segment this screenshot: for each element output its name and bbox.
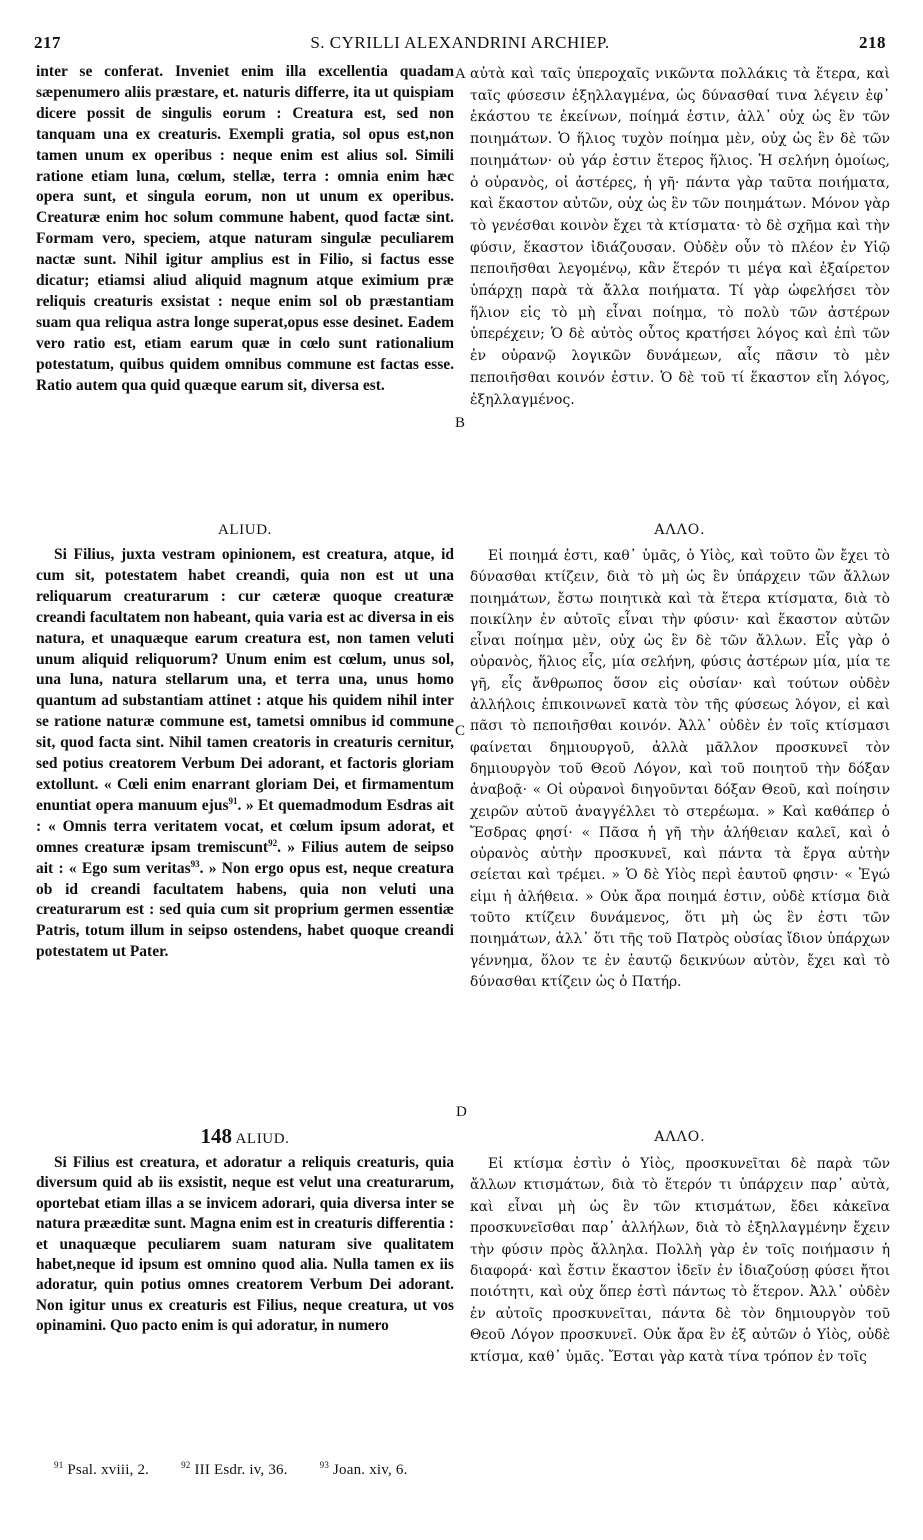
page-number-left: 217 xyxy=(34,33,61,52)
footnote-92: $^{92}$ III Esdr. iv, 36. xyxy=(181,1460,288,1478)
page-number-right: 218 xyxy=(859,33,886,52)
latin-paragraph-2 xyxy=(36,545,454,963)
footnote-ref-93: 93 xyxy=(190,858,200,869)
running-title: S. CYRILLI ALEXANDRINI ARCHIEP. xyxy=(310,33,610,52)
greek-section-2 xyxy=(470,546,890,993)
latin-heading-aliud-148 xyxy=(36,1124,454,1149)
latin-text-2c: . » Filius autem de seipso ait : « Ego sum veritas xyxy=(36,838,455,877)
greek-section-3 xyxy=(470,1154,890,1368)
latin-text-2d: . » Non ergo opus est, neque creatura ob id creandi facultatem habens, quia non veluti una creaturarum est : sed quia cum sit proprium germen essentiæ Patris, totum illum in seipso ostendens, habet quoque creandi potestatem ut Pater. xyxy=(36,859,455,961)
margin-marker-a: A xyxy=(455,66,466,82)
greek-section-1 xyxy=(470,64,890,411)
latin-paragraph-1: inter se conferat. Inveniet enim illa excellentia quadam sæpenumero aliis præstare, et. naturis differre, ita ut quispiam dicere possit de singulis eorum : Creatura est, sed non tanquam una ex creaturis. Exempli gratia, sol opus est,non tamen unum ex operibus : neque enim est alius sol. Simili ratione etiam luna, cœlum, stellæ, terra : omnia enim hæc opera sunt, et singula eorum, non ut unum ex operibus. Creaturæ enim hoc solum commune habent, quod factæ sint. Formam vero, speciem, atque naturam singulæ peculiarem nactæ sunt. Nihil igitur amplius est in Filio, si factus esse dicatur; etiamsi aliud aliquid magnum atque eximium præ reliquis creaturis exsistat : neque enim sol ob præstantiam suam qua reliqua astra longe superat,opus esse desinet. Eadem vero ratio est, etiam earum quæ in cœlo sunt rationalium potestatum, quibus quidem omnibus commune est factas esse. Ratio autem qua quid quæque earum sit, diversa est. xyxy=(36,63,454,394)
running-header xyxy=(34,33,886,57)
footnote-93: $^{93}$ Joan. xiv, 6. xyxy=(319,1460,408,1478)
footnotes xyxy=(54,1462,436,1479)
greek-paragraph-3: Εἰ κτίσμα ἐστὶν ὁ Υἱὸς, προσκυνεῖται δὲ παρὰ τῶν ἄλλων κτισμάτων, διὰ τὸ ἕτερόν τι ὑπάρχειν παρ᾽ αὐτὰ, καὶ εἶναι μὴ ὡς ἓν τῶν κτισμάτων, ἔδει κἀκεῖνα προσκυνεῖσθαι παρ᾽ ἀλλήλων, διὰ τὸ ἐξηλλαγμένην ἔχειν τὴν φύσιν πρὸς ἄλληλα. Πολλὴ γὰρ ἐν τοῖς ποιήμασιν ἡ διαφορά· καὶ ἔστιν ἕκαστον ἰδεῖν ἐν ἰδιαζούσῃ φύσει ἤτοι ποιότητι, καὶ οὐχ ὅπερ ἐστὶ πάντως τὸ ἕτερον. Ἀλλ᾽ οὐδὲν ἐν αὐτοῖς προσκυνεῖται, πάντα δὲ τὸν δημιουργὸν τοῦ Θεοῦ Λόγον προσκυνεῖ. Οὐκ ἄρα ἓν ἐξ αὐτῶν ὁ Υἱὸς, οὐδὲ κτίσμα, καθ᾽ ὑμᾶς. Ἔσται γὰρ κατὰ τίνα τρόπον ἐν τοῖς xyxy=(470,1156,890,1365)
latin-section-2 xyxy=(36,545,454,963)
margin-marker-b: B xyxy=(455,415,466,431)
latin-text-2a: Si Filius, juxta vestram opinionem, est creatura, atque, id cum sit, potestatem habet creandi, quia non est ut una reliquarum creaturarum : cur cæteræ quoque creaturæ creandi facultatem non habeant, quia varia est ac diversa in eis natura, et unaquæque earum creatura est, non tamen veluti unum aliquid reliquorum? Unum enim est cœlum, unus sol, una luna, natura stellarum una, et terra una, unus homo quantum ad substantiam attinet : atque his quidem nihil inter se ratione naturæ commune est, tametsi omnibus id commune sit, quod facta sint. Nihil tamen creatoris in creaturis cernitur, sed potius creatorem Verbum Dei adorant, et factoris gloriam extollunt. « Cœli enim enarrant gloriam Dei, et firmamentum enuntiat opera manuum ejus xyxy=(36,546,454,814)
column-number: 148 xyxy=(200,1124,232,1148)
latin-paragraph-3: Si Filius est creatura, et adoratur a reliquis creaturis, quia diversum quid ab iis exsistit, neque est velut una creaturarum, oportebat etiam illas a se invicem adorari, quia diversa inter se natura prææditæ sunt. Magna enim est in creaturis differentia : et unaquæque peculiarem suam naturam sive qualitatem habet,neque id ipsum est omnino quod alia. Nulla tamen ex iis adoratur, quin potius omnes creatorem Verbum Dei adorant. Non igitur unus ex creaturis est Filius, neque creatura, ut vos opinamini. Quo pacto enim is qui adoratur, in numero xyxy=(36,1154,454,1335)
latin-section-3 xyxy=(36,1153,454,1337)
margin-marker-c: C xyxy=(455,723,466,739)
footnote-ref-92: 92 xyxy=(268,837,278,848)
greek-paragraph-2: Εἰ ποιημά ἐστι, καθ᾽ ὑμᾶς, ὁ Υἱὸς, καὶ τοῦτο ὢν ἔχει τὸ δύνασθαι κτίζειν, διὰ τὸ μὴ ὡς ἓν ὑπάρχειν τῶν ἄλλων ποιημάτων, ἔστω ποιητικὰ καὶ τὰ ἕτερα κτίσματα, διὰ τὸ ποικίλην ἐν αὐτοῖς εἶναι τὴν φύσιν· καὶ ἕκαστον αὐτῶν εἶναι ποίημα μὲν, οὐχ ὡς ἓν δὲ τῶν ἄλλων. Εἷς γὰρ ὁ οὐρανὸς, ἥλιος εἷς, μία σελήνη, φύσις ἀστέρων μία, μία τε γῆ, εἷς ἄνθρωπος ὅσον εἰς οὐσίαν· καὶ τούτων οὐδὲν ἀλλήλοις ἐπικοινωνεῖ κατὰ τὸν τῆς φύσεως λόγον, εἰ καὶ πᾶσι τὸ πεποιῆσθαι κοινόν. Ἀλλ᾽ οὐδὲν ἐν τοῖς κτίσμασι φαίνεται δημιουργοῦ, ἀλλὰ μᾶλλον προσκυνεῖ τὸν δημιουργὸν τοῦ Θεοῦ Λόγον, καὶ τοῦ ποιητοῦ τὴν δόξαν ἀναβοᾷ· « Οἱ οὐρανοὶ διηγοῦνται δόξαν Θεοῦ, καὶ ποίησιν χειρῶν αὐτοῦ ἀναγγέλλει τὸ στερέωμα. » Καὶ καθάπερ ὁ Ἔσδρας φησί· « Πᾶσα ἡ γῆ τὴν ἀλήθειαν καλεῖ, καὶ ὁ οὐρανὸς αὐτὴν προσκυνεῖ, καὶ πάντα τὰ ἔργα αὐτὴν σείεται καὶ τρέμει. » Ὁ δὲ Υἱὸς περὶ ἑαυτοῦ φησιν· « Ἐγώ εἰμι ἡ ἀλήθεια. » Οὐκ ἄρα ποιημά ἐστιν, οὐδὲ κτίσμα διὰ τοῦτο κτίζειν δυνάμενος, ὅτι μὴ ὡς ἓν ἐστι τῶν ποιημάτων, ἀλλ᾽ ὅτι τῆς τοῦ Πατρὸς οὐσίας ἴδιον ὑπάρχων γέννημα, ὅλον τε ἐν ἑαυτῷ δεικνύων αὐτὸν, ἔχει καὶ τὸ δύνασθαι κτίζειν ὡς ὁ Πατήρ. xyxy=(470,548,890,990)
greek-heading-allo: ΑΛΛΟ. xyxy=(654,522,706,538)
margin-marker-d: D xyxy=(456,1104,467,1120)
latin-text-2b: . » Et quemadmodum Esdras ait : « Omnis terra veritatem vocat, et cœlum ipsum adorat, et omnes creaturæ ipsam tremiscunt xyxy=(36,796,454,856)
latin-heading-text: ALIUD. xyxy=(235,1131,290,1147)
greek-heading-allo-2: ΑΛΛΟ. xyxy=(654,1129,706,1145)
greek-paragraph-1: αὐτὰ καὶ ταῖς ὑπεροχαῖς νικῶντα πολλάκις τὰ ἕτερα, καὶ ταῖς φύσεσιν ἐξηλλαγμένα, ὡς δύνασθαί τινα λέγειν ἐφ᾽ ἑκάστου τε ἐκείνων, ποίημά ἐστιν, ἀλλ᾽ οὐχ ὡς ἓν τῶν ποιημάτων. Ὁ ἥλιος τυχὸν ποίημα μὲν, οὐχ ὡς ἓν δὲ τῶν ποιημάτων· οὐ γάρ ἐστιν ἕτερος ἥλιος. Ἡ σελήνη ὁμοίως, ὁ οὐρανὸς, οἱ ἀστέρες, ἡ γῆ· πάντα γὰρ ταῦτα ποιήματα, καὶ ἕκαστον αὐτῶν, οὐχ ὡς ἓν τῶν ποιημάτων. Μόνον γὰρ τὸ γενέσθαι κοινὸν ἔχει τὰ κτίσματα· τὸ δὲ σχῆμα καὶ τὴν φύσιν, ἕκαστον ἰδιάζουσαν. Οὐδὲν οὖν τὸ πλέον ἐν Υἱῷ πεποιῆσθαι λεγομένῳ, κἂν ἕτερόν τι μέγα καὶ ἐξαίρετον ὑπάρχῃ παρὰ τὰ ἄλλα ποιήματα. Τί γὰρ ὠφελήσει τὸν ἥλιον εἰς τὸ μὴ εἶναι ποίημα, τὸ πολὺ τῶν ἀστέρων ὑπερέχειν; Ὁ δὲ αὐτὸς οὗτος κρατήσει λόγος καὶ ἐπὶ τῶν ἐν οὐρανῷ λογικῶν δυνάμεων, αἷς πᾶσιν τὸ μὲν πεποιῆσθαι κοινόν ἐστιν. Ὁ δὲ τοῦ τί ἕκαστον εἴη λόγος, ἐξηλλαγμένος. xyxy=(470,66,890,408)
latin-section-1 xyxy=(36,62,454,397)
footnote-ref-91: 91 xyxy=(228,795,238,806)
footnote-91: $^{91}$ Psal. xviii, 2. xyxy=(54,1460,150,1478)
latin-heading-aliud: ALIUD. xyxy=(217,522,272,538)
